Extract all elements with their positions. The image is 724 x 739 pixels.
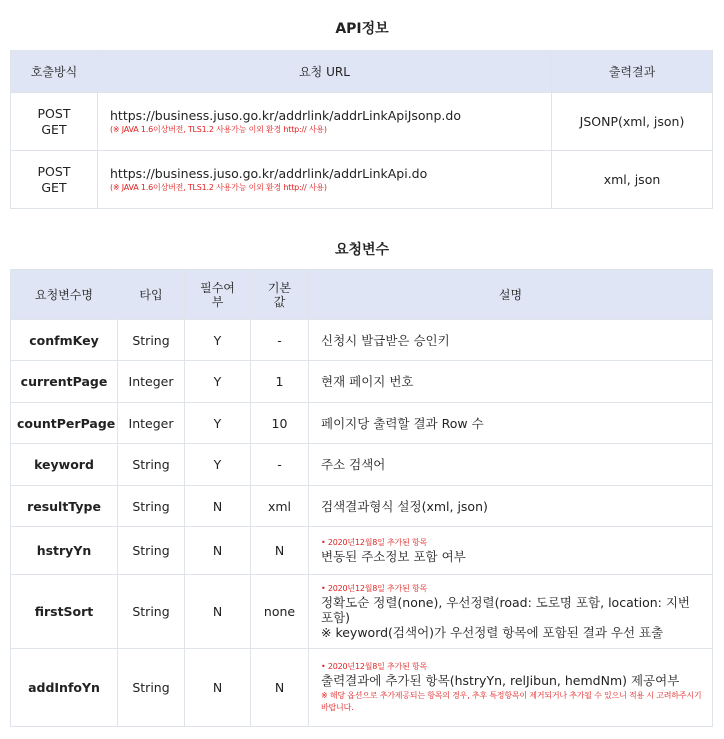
- api-header-row: [11, 51, 713, 93]
- param-description: 정확도순 정렬(none), 우선정렬(road: 도로명 포함, location: 지번 포함): [321, 595, 691, 625]
- param-name: confmKey: [11, 320, 118, 361]
- param-name: addInfoYn: [11, 649, 118, 727]
- header-url: 요청 URL: [98, 51, 552, 93]
- param-default: xml: [251, 486, 309, 527]
- added-item-tag: • 2020년12월8일 추가된 항목: [321, 538, 427, 547]
- table-row: [11, 444, 713, 486]
- param-required: Y: [185, 444, 251, 486]
- header-param-name: 요청변수명: [11, 270, 118, 320]
- param-type: String: [118, 320, 185, 361]
- added-item-tag: • 2020년12월8일 추가된 항목: [321, 584, 427, 593]
- param-type: String: [118, 527, 185, 575]
- param-description-note: ※ keyword(검색어)가 우선정렬 항목에 포함된 결과 우선 표출: [321, 625, 664, 640]
- param-default: none: [251, 575, 309, 649]
- param-description: 페이지당 출력할 결과 Row 수: [309, 403, 713, 444]
- param-required: N: [185, 575, 251, 649]
- header-required: 필수여부: [185, 270, 251, 320]
- param-name: currentPage: [11, 361, 118, 403]
- param-name: countPerPage: [11, 403, 118, 444]
- param-required: N: [185, 486, 251, 527]
- param-description: 출력결과에 추가된 항목(hstryYn, relJibun, hemdNm) 제공여부: [321, 673, 680, 688]
- param-default: -: [251, 444, 309, 486]
- param-default: 10: [251, 403, 309, 444]
- param-name: keyword: [11, 444, 118, 486]
- method-post: POST: [37, 105, 71, 121]
- param-description: 주소 검색어: [309, 444, 713, 486]
- param-default: 1: [251, 361, 309, 403]
- param-required: N: [185, 527, 251, 575]
- param-description: 변동된 주소정보 포함 여부: [321, 549, 466, 564]
- table-row: [11, 486, 713, 527]
- method-get: GET: [41, 179, 67, 195]
- param-default: N: [251, 649, 309, 727]
- url-note: (※ JAVA 1.6이상버전, TLS1.2 사용가능 이외 환경 http:// 사용): [110, 124, 327, 134]
- url-cell: [98, 93, 552, 151]
- request-params-title: 요청변수: [334, 242, 390, 258]
- request-params-table: [10, 269, 713, 727]
- request-url[interactable]: https://business.juso.go.kr/addrlink/addrLinkApi.do: [110, 165, 428, 181]
- header-description: 설명: [309, 270, 713, 320]
- api-info-table: [10, 50, 713, 209]
- param-name: resultType: [11, 486, 118, 527]
- param-required: Y: [185, 320, 251, 361]
- param-type: String: [118, 486, 185, 527]
- param-type: Integer: [118, 361, 185, 403]
- method-cell: [11, 93, 98, 151]
- header-output: 출력결과: [552, 51, 713, 93]
- param-description-cell: [309, 649, 713, 727]
- param-type: String: [118, 444, 185, 486]
- param-required: Y: [185, 361, 251, 403]
- table-row: [11, 93, 713, 151]
- param-type: Integer: [118, 403, 185, 444]
- table-row: [11, 649, 713, 727]
- method-get: GET: [41, 121, 67, 137]
- header-method: 호출방식: [11, 51, 98, 93]
- api-info-title: API정보: [335, 21, 389, 37]
- param-default: -: [251, 320, 309, 361]
- param-required: Y: [185, 403, 251, 444]
- request-url[interactable]: https://business.juso.go.kr/addrlink/addrLinkApiJsonp.do: [110, 107, 461, 123]
- param-description-cell: [309, 575, 713, 649]
- output-cell: xml, json: [552, 151, 713, 209]
- param-description: 현재 페이지 번호: [309, 361, 713, 403]
- table-row: [11, 575, 713, 649]
- param-required: N: [185, 649, 251, 727]
- option-warning-note: ※ 해당 옵션으로 추가제공되는 항목의 경우, 추후 특정항목이 제거되거나 추가될 수 있으니 적용 시 고려하주시기 바랍니다.: [321, 691, 702, 712]
- table-row: [11, 527, 713, 575]
- param-description: 검색결과형식 설정(xml, json): [309, 486, 713, 527]
- param-type: String: [118, 649, 185, 727]
- param-name: hstryYn: [11, 527, 118, 575]
- table-row: [11, 361, 713, 403]
- url-note: (※ JAVA 1.6이상버전, TLS1.2 사용가능 이외 환경 http:// 사용): [110, 182, 327, 192]
- added-item-tag: • 2020년12월8일 추가된 항목: [321, 662, 427, 671]
- param-default: N: [251, 527, 309, 575]
- param-type: String: [118, 575, 185, 649]
- url-cell: [98, 151, 552, 209]
- param-description: 신청시 발급받은 승인키: [309, 320, 713, 361]
- header-default: 기본값: [251, 270, 309, 320]
- param-name: firstSort: [11, 575, 118, 649]
- table-row: [11, 403, 713, 444]
- method-cell: [11, 151, 98, 209]
- method-post: POST: [37, 163, 71, 179]
- table-row: [11, 320, 713, 361]
- header-type: 타입: [118, 270, 185, 320]
- table-row: [11, 151, 713, 209]
- output-cell: JSONP(xml, json): [552, 93, 713, 151]
- param-description-cell: [309, 527, 713, 575]
- params-header-row: [11, 270, 713, 320]
